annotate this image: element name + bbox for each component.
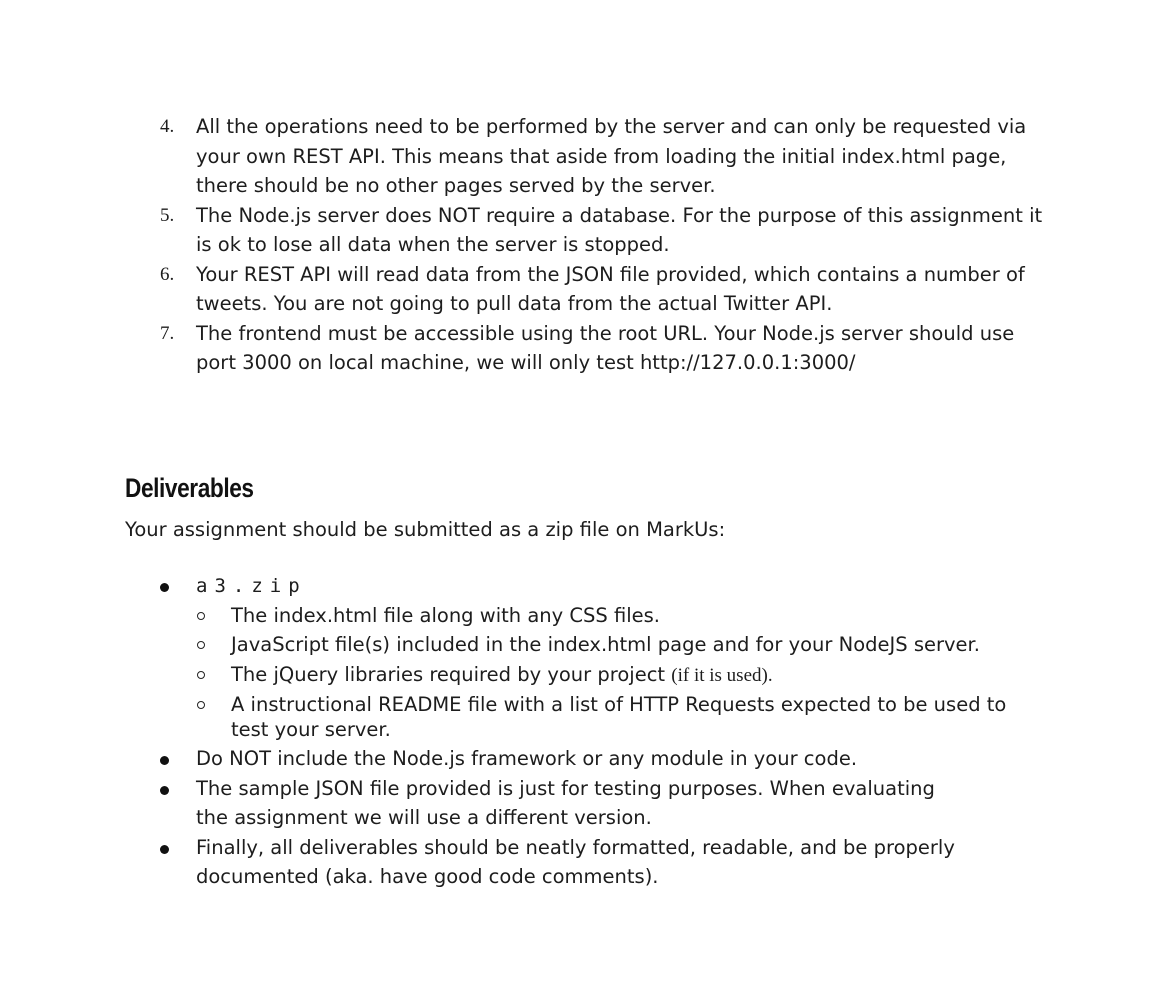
bullet-icon <box>160 845 169 854</box>
sub-list-item-text: The index.html file along with any CSS files. <box>231 603 660 627</box>
list-marker: 4. <box>160 116 175 137</box>
list-item-text: Your REST API will read data from the JSON file provided, which contains a number of tweets. You are not going to pull data from the actual Twitter API. <box>196 262 1025 315</box>
list-item-text: The frontend must be accessible using the root URL. Your Node.js server should use port 3000 on local machine, we will only test http://127.0.0.1:3000/ <box>196 321 1015 374</box>
sub-list-item-note: (if it is used). <box>671 664 773 686</box>
list-item <box>0 319 1056 378</box>
list-item <box>0 112 1056 201</box>
bullet-icon <box>160 786 169 795</box>
list-item-text: Finally, all deliverables should be neatly formatted, readable, and be properly documented (aka. have good code comments). <box>196 835 955 888</box>
numbered-requirements-list <box>0 112 1163 378</box>
list-marker: 6. <box>160 263 175 285</box>
list-item-text: The Node.js server does NOT require a database. For the purpose of this assignment it is ok to lose all data when the server is stopped. <box>196 203 1043 256</box>
hollow-bullet-icon <box>197 701 205 709</box>
list-item-text: All the operations need to be performed by the server and can only be requested via your own REST API. This means that aside from loading the initial index.html page, there should be no other pages served by the server. <box>196 115 1027 197</box>
list-item <box>0 833 966 892</box>
sub-list-item <box>0 633 1051 658</box>
sub-list-item-text: JavaScript file(s) included in the index.html page and for your NodeJS server. <box>231 633 980 656</box>
deliverables-list <box>0 571 1163 892</box>
deliverables-heading: Deliverables <box>125 473 254 503</box>
sub-list-item <box>0 663 1051 689</box>
list-item <box>0 747 996 772</box>
list-item <box>0 571 996 602</box>
list-item <box>0 260 1056 319</box>
deliverables-intro: Your assignment should be submitted as a zip file on MarkUs: <box>125 518 726 541</box>
zip-filename: a3.zip <box>196 575 307 597</box>
hollow-bullet-icon <box>197 641 205 649</box>
list-item-text: Do NOT include the Node.js framework or any module in your code. <box>196 747 858 770</box>
bullet-icon <box>160 756 169 765</box>
sub-list-item <box>0 604 1051 629</box>
hollow-bullet-icon <box>197 612 205 620</box>
bullet-icon <box>160 583 169 592</box>
sub-list-item <box>0 693 1041 742</box>
list-item <box>0 774 966 833</box>
list-marker: 5. <box>160 204 175 226</box>
list-item <box>0 201 1056 260</box>
sub-list-item-text: The jQuery libraries required by your project <box>231 662 672 686</box>
list-item-text: The sample JSON file provided is just for testing purposes. When evaluating the assignment we will use a different version. <box>196 776 935 829</box>
hollow-bullet-icon <box>197 671 205 679</box>
sub-list-item-text: A instructional README file with a list of HTTP Requests expected to be used to test your server. <box>231 693 1007 741</box>
list-marker: 7. <box>160 322 175 344</box>
